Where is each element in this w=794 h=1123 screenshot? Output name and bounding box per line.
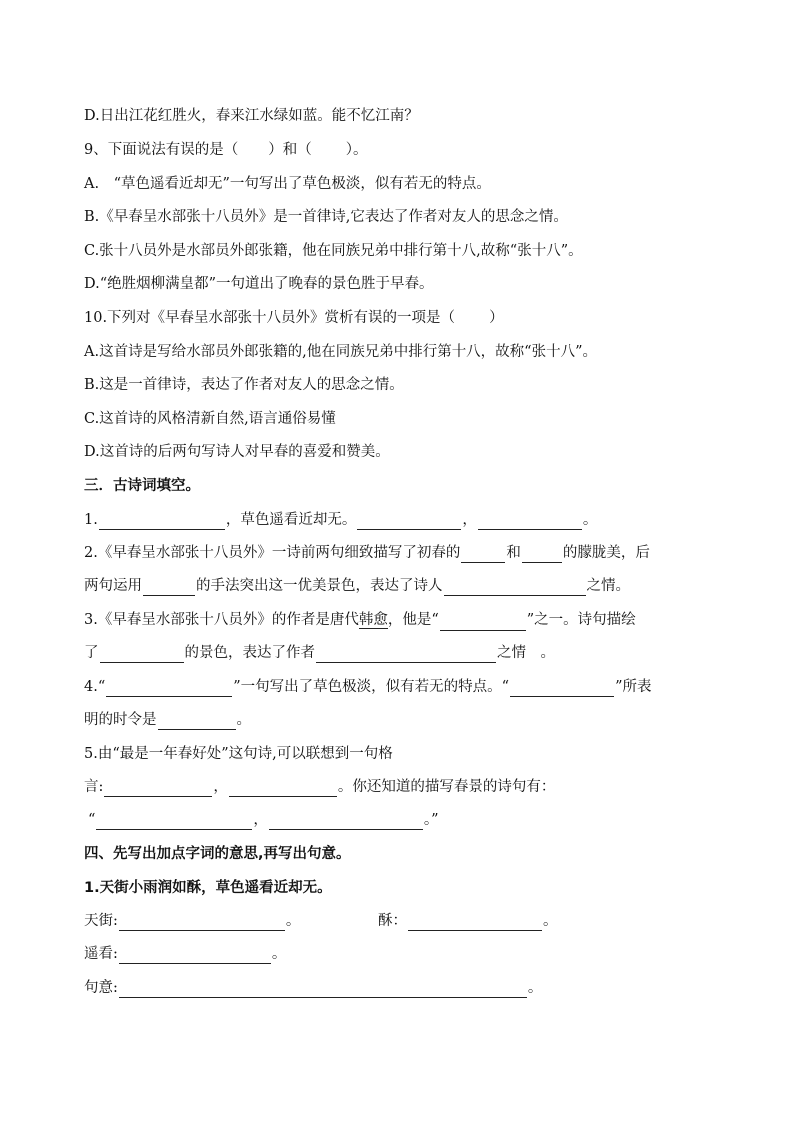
s3-q5-line3 xyxy=(88,810,439,830)
s4-juyi-row xyxy=(84,978,542,998)
s3-q2-line1 xyxy=(84,543,650,563)
s4-juyi-end: 。 xyxy=(527,980,543,996)
s4-yaokan-end: 。 xyxy=(271,946,287,962)
s3-q3-l1-c: ”之一。诗句描绘 xyxy=(526,612,636,628)
s3-q3-line1 xyxy=(84,610,636,631)
s4-su-end: 。 xyxy=(543,913,558,929)
s3-q5-l3-c: 。” xyxy=(423,812,439,828)
s3-q2-blank-3[interactable] xyxy=(143,579,195,596)
s4-juyi-label: 句意: xyxy=(84,980,118,996)
s3-q2-blank-1[interactable] xyxy=(461,546,505,563)
s3-q2-l1-c: 的朦胧美，后 xyxy=(562,545,650,561)
q10-stem xyxy=(84,308,504,328)
s3-q2-blank-2[interactable] xyxy=(522,546,562,563)
s3-q1 xyxy=(84,510,597,530)
s3-q1-blank-1[interactable] xyxy=(99,513,225,530)
s3-q5-line1: 5.由“最是一年春好处”这句诗,可以联想到一句格 xyxy=(84,746,393,762)
s3-q3-blank-2[interactable] xyxy=(100,646,184,663)
s4-su-label: 酥： xyxy=(378,913,407,929)
q9-stem-a: 9、下面说法有误的是（ xyxy=(84,142,239,158)
s3-q3-l2-b: 的景色，表达了作者 xyxy=(184,645,315,661)
s3-q3-author-answer: 韩愈 xyxy=(358,612,388,628)
s3-q1-blank-2[interactable] xyxy=(357,513,461,530)
section3-heading: 三．古诗词填空。 xyxy=(84,478,200,494)
s3-q3-line2 xyxy=(84,643,555,663)
s4-yaokan-label: 遥看: xyxy=(84,946,118,962)
s4-tianjie-row xyxy=(84,911,300,931)
s4-juyi-blank[interactable] xyxy=(119,981,527,998)
s3-q5-l3-a: “ xyxy=(88,812,96,828)
s3-q5-blank-1[interactable] xyxy=(104,780,212,797)
s3-q1-text: ，草色遥看近却无。 xyxy=(225,512,357,528)
q9-option-d: D.“绝胜烟柳满皇都”一句道出了晚春的景色胜于早春。 xyxy=(84,276,434,292)
s3-q2-line2 xyxy=(84,576,630,596)
s3-q2-l2-a: 两句运用 xyxy=(84,578,142,594)
s3-q1-comma: ， xyxy=(462,512,477,528)
s3-q2-l2-c: 之情。 xyxy=(586,578,630,594)
s3-q4-l2-a: 明的时令是 xyxy=(84,712,157,728)
s3-q5-blank-3[interactable] xyxy=(96,813,252,830)
s3-q5-line2 xyxy=(84,777,555,797)
s3-q3-l2-c: 之情 。 xyxy=(497,645,555,661)
s4-q1: 1.天街小雨润如酥，草色遥看近却无。 xyxy=(84,880,332,896)
s3-q4-l1-a: 4.“ xyxy=(84,679,106,695)
s3-q2-l1-b: 和 xyxy=(506,545,521,561)
q10-option-d: D.这首诗的后两句写诗人对早春的喜爱和赞美。 xyxy=(84,444,390,460)
s3-q1-blank-3[interactable] xyxy=(478,513,582,530)
s3-q2-blank-4[interactable] xyxy=(444,579,586,596)
s3-q3-blank-3[interactable] xyxy=(316,646,496,663)
q10-option-a: A.这首诗是写给水部员外郎张籍的,他在同族兄弟中排行第十八，故称“张十八”。 xyxy=(84,344,598,360)
s3-q2-l1-a: 2.《早春呈水部张十八员外》一诗前两句细致描写了初春的 xyxy=(84,545,461,561)
q9-stem-c: ）。 xyxy=(345,142,368,158)
s3-q4-l1-c: ”所表 xyxy=(615,679,652,695)
s4-tianjie-label: 天街: xyxy=(84,913,118,929)
q10-option-b: B.这是一首律诗，表达了作者对友人的思念之情。 xyxy=(84,377,404,393)
s3-q4-l2-b: 。 xyxy=(236,712,251,728)
s4-su-blank[interactable] xyxy=(408,914,542,931)
q10-option-c: C.这首诗的风格清新自然,语言通俗易懂 xyxy=(84,411,336,427)
s3-q4-blank-1[interactable] xyxy=(106,680,232,697)
s3-q5-l3-b: ， xyxy=(253,812,268,828)
s3-q5-l2-b: ， xyxy=(213,779,228,795)
s4-yaokan-row xyxy=(84,944,286,964)
q10-stem-a: 10.下列对《早春呈水部张十八员外》赏析有误的一项是（ xyxy=(84,310,456,326)
s3-q5-l2-c: 。你还知道的描写春景的诗句有： xyxy=(337,779,556,795)
s3-q4-blank-3[interactable] xyxy=(158,713,236,730)
s3-q3-blank-1[interactable] xyxy=(440,614,526,631)
s3-q4-line2 xyxy=(84,710,251,730)
s4-tianjie-blank[interactable] xyxy=(119,914,285,931)
s3-q1-num: 1. xyxy=(84,512,98,528)
q9-stem-b: ）和（ xyxy=(268,142,312,158)
s3-q4-line1 xyxy=(84,677,652,697)
s3-q4-l1-b: ”一句写出了草色极淡，似有若无的特点。“ xyxy=(233,679,510,695)
s3-q2-l2-b: 的手法突出这一优美景色，表达了诗人 xyxy=(196,578,443,594)
s3-q3-l2-a: 了 xyxy=(84,645,99,661)
s4-yaokan-blank[interactable] xyxy=(119,947,271,964)
q8-option-d: D.日出江花红胜火，春来江水绿如蓝。能不忆江南？ xyxy=(84,108,419,124)
q10-stem-b: ） xyxy=(489,310,504,326)
s3-q4-blank-2[interactable] xyxy=(510,680,614,697)
q9-stem xyxy=(84,140,367,160)
s3-q3-l1-a: 3.《早春呈水部张十八员外》的作者是唐代 xyxy=(84,612,359,628)
q9-option-b: B.《早春呈水部张十八员外》是一首律诗,它表达了作者对友人的思念之情。 xyxy=(84,209,568,225)
s3-q5-blank-2[interactable] xyxy=(229,780,337,797)
s4-tianjie-end: 。 xyxy=(285,913,301,929)
section4-heading: 四、先写出加点字词的意思,再写出句意。 xyxy=(84,846,351,862)
s3-q5-blank-4[interactable] xyxy=(269,813,423,830)
s4-su-row xyxy=(378,911,558,931)
q9-option-c: C.张十八员外是水部员外郎张籍，他在同族兄弟中排行第十八,故称“张十八”。 xyxy=(84,243,583,259)
s3-q3-l1-b: ，他是“ xyxy=(387,612,439,628)
s3-q1-end: 。 xyxy=(582,512,598,528)
s3-q5-l2-a: 言: xyxy=(84,779,104,795)
q9-option-a: A. “草色遥看近却无”一句写出了草色极淡，似有若无的特点。 xyxy=(84,176,491,192)
